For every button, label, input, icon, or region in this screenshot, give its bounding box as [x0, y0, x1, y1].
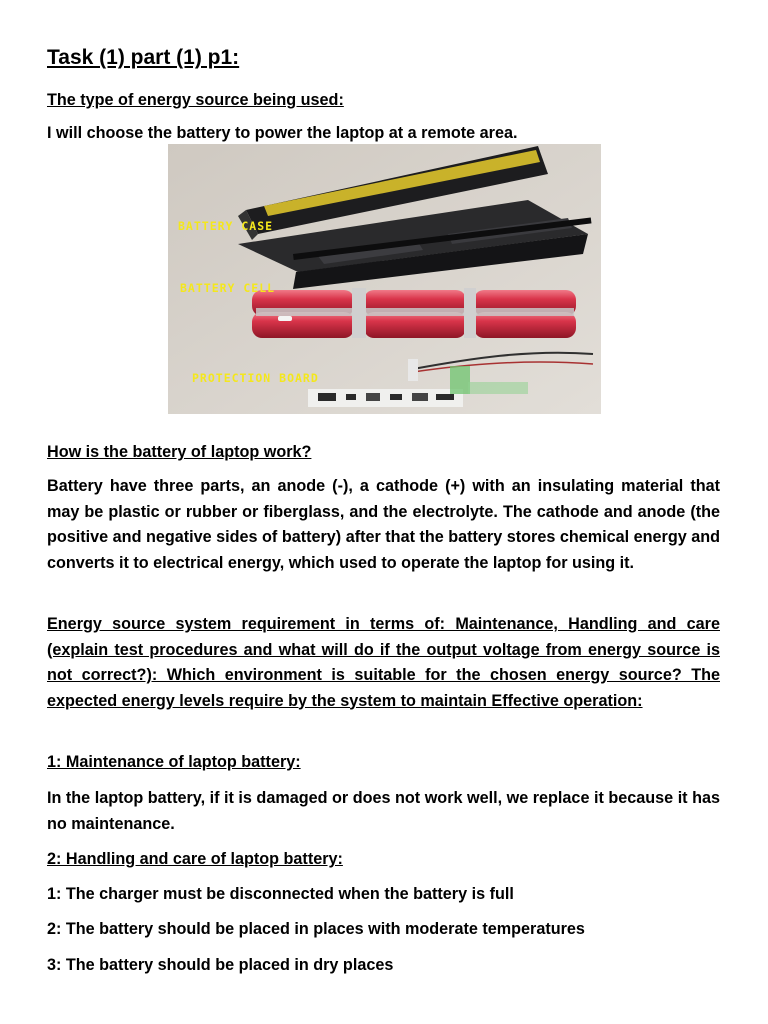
energy-source-heading: The type of energy source being used: — [47, 91, 344, 109]
maintenance-text: In the laptop battery, if it is damaged or does not work well, we replace it because it has no maintenance. — [47, 789, 720, 833]
handling-item: 3: The battery should be placed in dry places — [47, 956, 394, 974]
battery-work-text: Battery have three parts, an anode (-), a cathode (+) with an insulating material that may be plastic or rubber or fiberglass, and the electrolyte. The cathode and anode (the positive and negative sides of battery) after that the battery stores chemical energy and converts it to electrical energy, which used to operate the laptop for using it. — [47, 477, 720, 572]
page-title: Task (1) part (1) p1: — [47, 46, 240, 69]
protection-board-label: PROTECTION BOARD — [192, 371, 319, 385]
battery-photo — [168, 144, 601, 414]
energy-source-text: I will choose the battery to power the laptop at a remote area. — [47, 124, 518, 142]
maintenance-heading: 1: Maintenance of laptop battery: — [47, 753, 301, 771]
protection-board — [308, 389, 463, 407]
battery-cell-label: BATTERY CELL — [180, 281, 276, 295]
battery-case-label: BATTERY CASE — [178, 219, 274, 233]
requirements-heading: Energy source system requirement in terms of: Maintenance, Handling and care (explain test procedures and what will do if the output voltage from energy source is not correct?): Which environment is suitable for the chosen energy source? The expected energy levels require by the system to maintain Effective operation: — [47, 615, 720, 710]
handling-item: 1: The charger must be disconnected when the battery is full — [47, 885, 514, 903]
handling-heading: 2: Handling and care of laptop battery: — [47, 850, 343, 868]
handling-item: 2: The battery should be placed in places with moderate temperatures — [47, 920, 585, 938]
battery-cells — [252, 288, 576, 338]
battery-work-heading: How is the battery of laptop work? — [47, 443, 312, 461]
